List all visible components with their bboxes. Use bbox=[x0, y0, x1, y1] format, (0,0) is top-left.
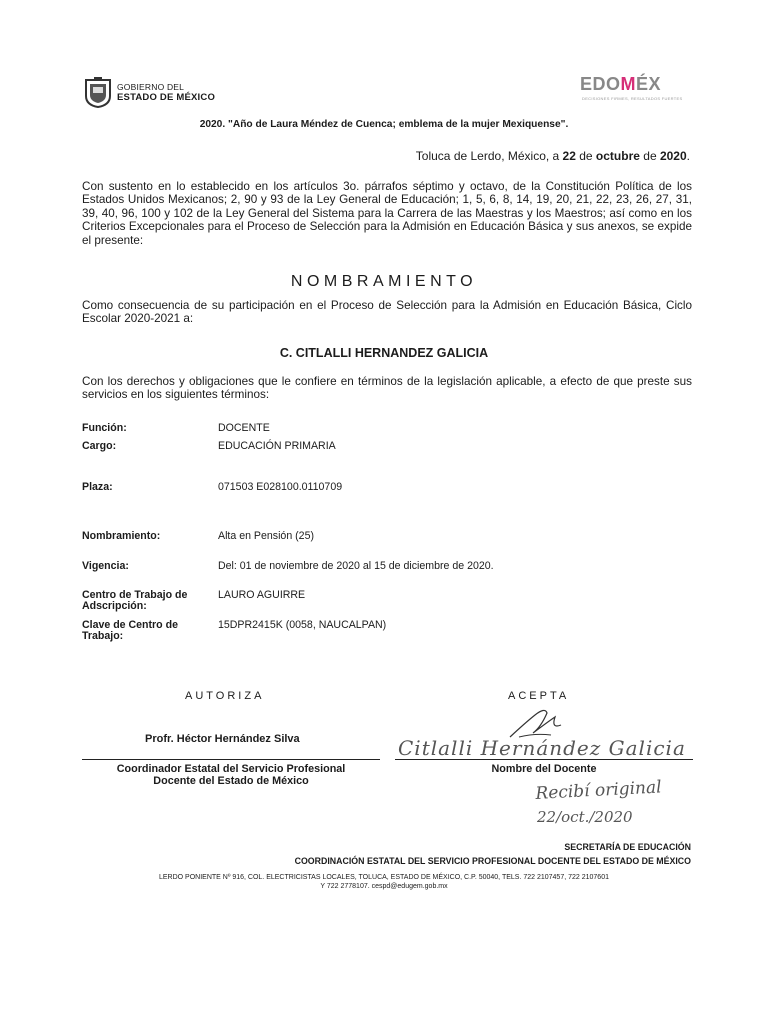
authorize-heading: AUTORIZA bbox=[185, 690, 265, 702]
brand-suffix: ÉX bbox=[636, 74, 662, 94]
funcion-value: DOCENTE bbox=[218, 422, 270, 434]
brand-m: M bbox=[620, 74, 637, 94]
nombramiento-label: Nombramiento: bbox=[82, 530, 161, 542]
consequence-paragraph: Como consecuencia de su participación en el Proceso de Selección para la Admisión en Educación Básica, Ciclo Escolar 2020-2021 a: bbox=[82, 299, 692, 326]
centro-label bbox=[82, 590, 187, 612]
government-line-1: GOBIERNO DEL bbox=[117, 82, 185, 92]
cargo-label: Cargo: bbox=[82, 440, 117, 452]
government-line-2: ESTADO DE MÉXICO bbox=[117, 92, 216, 103]
authorizer-name: Profr. Héctor Hernández Silva bbox=[145, 733, 300, 745]
clave-label-line-2: Trabajo: bbox=[82, 630, 124, 642]
date-year: 2020 bbox=[659, 149, 687, 163]
date-month: octubre bbox=[595, 149, 640, 163]
intro-paragraph: Con sustento en lo establecido en los artículos 3o. párrafos séptimo y octavo, de la Constitución Política de los Estados Unidos Mexicanos; 2, 90 y 93 de la Ley General de Educación; 1, 5, 6, 8, 14, 19, 20, 21, 22, 23, 26, 27, 31, 39, 40, 96, 100 y 102 de la Ley General del Sistema para la Carrera de las Maestras y los Maestros; así como en los Criterios Excepcionales para el Proceso de Selección para la Admisión en Educación Básica y sus anexos, se expide el presente: bbox=[82, 180, 692, 247]
clave-value: 15DPR2415K (0058, NAUCALPAN) bbox=[218, 619, 387, 631]
clave-label bbox=[82, 620, 178, 642]
cargo-value: EDUCACIÓN PRIMARIA bbox=[218, 440, 336, 452]
centro-label-line-1: Centro de Trabajo de bbox=[82, 589, 188, 601]
authorizer-role-line-2: Docente del Estado de México bbox=[153, 775, 309, 787]
edomex-tagline: DECISIONES FIRMES, RESULTADOS FUERTES bbox=[582, 96, 683, 101]
teacher-label: Nombre del Docente bbox=[491, 763, 597, 775]
teacher-handwritten-name: Citlalli Hernández Galicia bbox=[398, 736, 686, 760]
document-title: NOMBRAMIENTO bbox=[290, 273, 478, 290]
nombramiento-value: Alta en Pensión (25) bbox=[218, 530, 314, 542]
footer-address-line-1: LERDO PONIENTE Nº 916, COL. ELECTRICISTAS LOCALES, TOLUCA, ESTADO DE MÉXICO, C.P. 50040, TELS. 722 2107457, 722 2107601 bbox=[159, 874, 609, 881]
handwritten-received-note: Recibí original bbox=[535, 777, 663, 804]
authorizer-signature-line bbox=[82, 759, 380, 760]
edomex-wordmark bbox=[580, 74, 661, 95]
clave-label-line-1: Clave de Centro de bbox=[82, 619, 178, 631]
teacher-signature-line bbox=[395, 759, 693, 760]
document-date bbox=[416, 149, 690, 163]
date-day: 22 bbox=[562, 149, 576, 163]
rights-paragraph: Con los derechos y obligaciones que le confiere en términos de la legislación aplicable, a efecto de que preste sus servicios en los siguientes términos: bbox=[82, 375, 692, 402]
footer-address-line-2: Y 722 2778107. cespd@edugem.gob.mx bbox=[320, 883, 448, 890]
handwritten-received-date: 22/oct./2020 bbox=[537, 808, 633, 826]
centro-label-line-2: Adscripción: bbox=[82, 600, 147, 612]
brand-prefix: EDO bbox=[580, 74, 621, 94]
vigencia-label: Vigencia: bbox=[82, 560, 129, 572]
date-mid2: de bbox=[639, 149, 660, 163]
date-suffix: . bbox=[686, 149, 690, 163]
footer-coordinacion: COORDINACIÓN ESTATAL DEL SERVICIO PROFESIONAL DOCENTE DEL ESTADO DE MÉXICO bbox=[294, 856, 691, 866]
authorizer-role-line-1: Coordinador Estatal del Servicio Profesional bbox=[116, 763, 346, 775]
date-prefix: Toluca de Lerdo, México, a bbox=[415, 149, 563, 163]
date-mid: de bbox=[575, 149, 596, 163]
government-logo bbox=[83, 76, 223, 110]
footer-secretaria: SECRETARÍA DE EDUCACIÓN bbox=[564, 842, 691, 852]
funcion-label: Función: bbox=[82, 422, 127, 434]
year-motto: 2020. "Año de Laura Méndez de Cuenca; emblema de la mujer Mexiquense". bbox=[199, 119, 569, 130]
state-seal-icon bbox=[83, 76, 113, 108]
appointee-name: C. CITLALLI HERNANDEZ GALICIA bbox=[279, 346, 489, 360]
plaza-label: Plaza: bbox=[82, 481, 113, 493]
vigencia-value: Del: 01 de noviembre de 2020 al 15 de diciembre de 2020. bbox=[218, 560, 494, 572]
centro-value: LAURO AGUIRRE bbox=[218, 589, 306, 601]
plaza-value: 071503 E028100.0110709 bbox=[218, 481, 343, 493]
accept-heading: ACEPTA bbox=[508, 690, 570, 702]
edomex-logo bbox=[580, 74, 692, 110]
authorizer-role bbox=[82, 763, 380, 787]
